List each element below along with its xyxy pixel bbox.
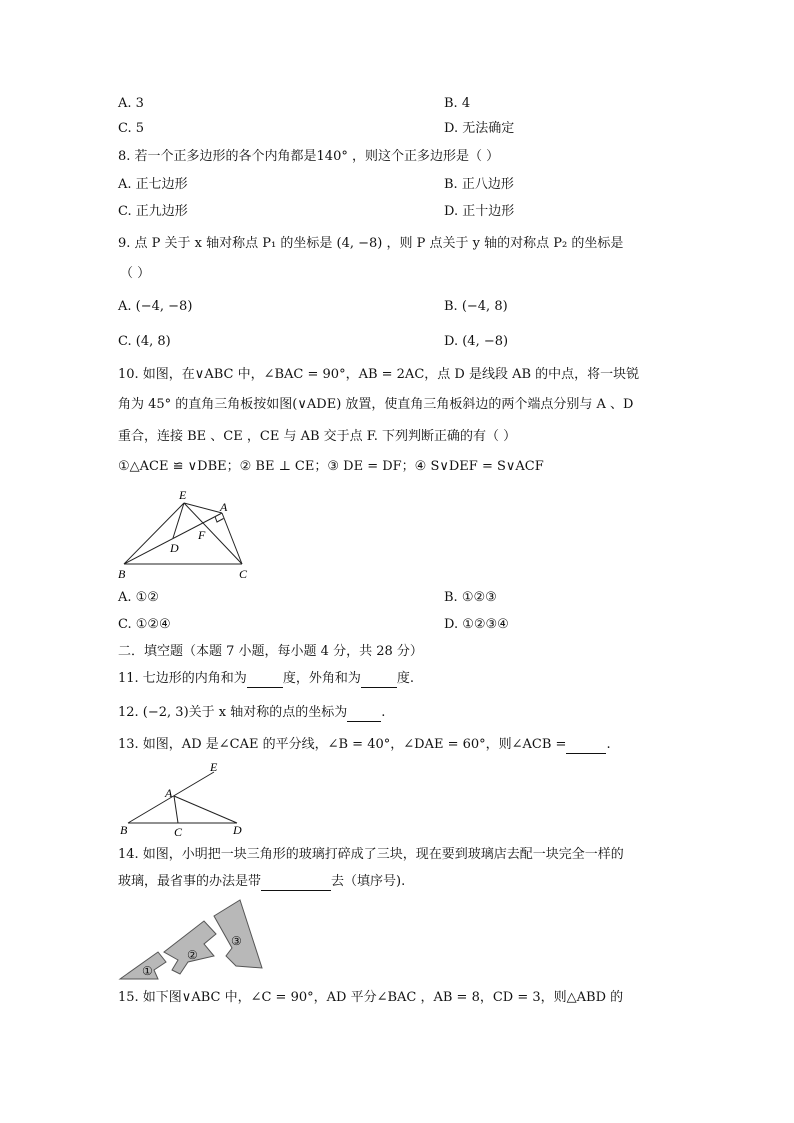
q13-label-e: E	[210, 760, 218, 774]
q10-label-d: D	[170, 541, 179, 555]
q10-segment-ec	[184, 503, 242, 564]
q8-option-b: B. 正八边形	[444, 177, 514, 192]
q12-blank[interactable]	[347, 707, 381, 722]
q15-line-1: 15. 如下图∨ABC 中，∠C = 90°，AD 平分∠BAC ，AB = 8，CD = 3，则△ABD 的	[118, 990, 624, 1005]
q13-part-2: .	[606, 737, 611, 752]
q9-option-d: D. (4, −8)	[444, 334, 509, 349]
q10-segment-ea	[184, 503, 222, 513]
q10-segment-ba	[124, 513, 222, 564]
q10-label-b: B	[118, 567, 126, 581]
q12-stem	[118, 704, 385, 722]
q13-stem	[118, 736, 611, 754]
q11-part-1: 11. 七边形的内角和为	[118, 671, 247, 686]
q9-option-b: B. (−4, 8)	[444, 299, 508, 314]
q13-label-c: C	[174, 825, 183, 838]
q7-option-a: A. 3	[118, 96, 144, 111]
q10-right-angle-mark	[215, 517, 224, 523]
q8-option-c: C. 正九边形	[118, 204, 188, 219]
q10-option-b: B. ①②③	[444, 590, 497, 605]
q10-label-a: A	[220, 500, 228, 514]
q13-part-1: 13. 如图，AD 是∠CAE 的平分线，∠B = 40°，∠DAE = 60°，则∠ACB =	[118, 737, 567, 752]
q10-label-e: E	[179, 488, 187, 502]
q13-segment-ad	[174, 796, 237, 823]
q10-label-c: C	[239, 567, 248, 581]
q11-blank-2[interactable]	[361, 673, 397, 688]
q10-line-4: ①△ACE ≌ ∨DBE；② BE ⊥ CE；③ DE = DF；④ S∨DEF = S∨ACF	[118, 459, 544, 474]
q11-part-2: 度，外角和为	[282, 671, 361, 686]
q11-blank-1[interactable]	[247, 673, 283, 688]
q9-option-c: C. (4, 8)	[118, 334, 171, 349]
q7-option-d: D. 无法确定	[444, 121, 515, 136]
q8-option-d: D. 正十边形	[444, 204, 515, 219]
q14-figure	[116, 896, 266, 982]
q12-part-1: 12. (−2, 3)关于 x 轴对称的点的坐标为	[118, 705, 348, 720]
q12-part-2: .	[381, 705, 386, 720]
q10-figure	[112, 486, 262, 581]
q10-option-d: D. ①②③④	[444, 617, 509, 632]
q7-option-c: C. 5	[118, 121, 145, 136]
q14-piece-2-label: ②	[187, 948, 198, 962]
q14-part-2: 去（填序号).	[331, 874, 406, 889]
q10-segment-ac	[222, 513, 242, 564]
q14-blank[interactable]	[261, 876, 331, 891]
q10-option-a: A. ①②	[118, 590, 159, 605]
q10-line-3: 重合，连接 BE 、CE ，CE 与 AB 交于点 F. 下列判断正确的有（ ）	[118, 429, 517, 444]
q9-stem: 9. 点 P 关于 x 轴对称点 P₁ 的坐标是 (4, −8) ，则 P 点关于 y 轴的对称点 P₂ 的坐标是	[118, 236, 624, 251]
q10-label-f: F	[198, 528, 206, 542]
q13-label-d: D	[233, 823, 242, 837]
q13-segment-ac	[174, 796, 178, 823]
section-2-heading: 二．填空题（本题 7 小题，每小题 4 分，共 28 分）	[118, 644, 423, 659]
q11-part-3: 度.	[396, 671, 414, 686]
q7-option-b: B. 4	[444, 96, 471, 111]
q11-stem	[118, 670, 414, 688]
q8-stem: 8. 若一个正多边形的各个内角都是140° ，则这个正多边形是（ ）	[118, 149, 500, 164]
q14-piece-3-label: ③	[231, 934, 242, 948]
q14-part-1: 玻璃，最省事的办法是带	[118, 874, 262, 889]
q13-blank[interactable]	[566, 739, 606, 754]
q13-figure	[112, 760, 252, 838]
q9-option-a: A. (−4, −8)	[118, 299, 193, 314]
q13-label-b: B	[120, 823, 128, 837]
q9-answer-paren: （ ）	[120, 266, 151, 281]
q14-line-2	[118, 873, 405, 891]
q8-option-a: A. 正七边形	[118, 177, 188, 192]
q10-line-2: 角为 45° 的直角三角板按如图(∨ADE) 放置，使直角三角板斜边的两个端点分别与 A 、D	[118, 397, 634, 412]
q14-piece-1-label: ①	[142, 964, 153, 978]
q10-line-1: 10. 如图，在∨ABC 中，∠BAC = 90°，AB = 2AC，点 D 是线段 AB 的中点，将一块锐	[118, 367, 640, 382]
q10-option-c: C. ①②④	[118, 617, 171, 632]
q13-label-a: A	[165, 786, 173, 800]
q14-line-1: 14. 如图，小明把一块三角形的玻璃打碎成了三块，现在要到玻璃店去配一块完全一样的	[118, 847, 624, 862]
